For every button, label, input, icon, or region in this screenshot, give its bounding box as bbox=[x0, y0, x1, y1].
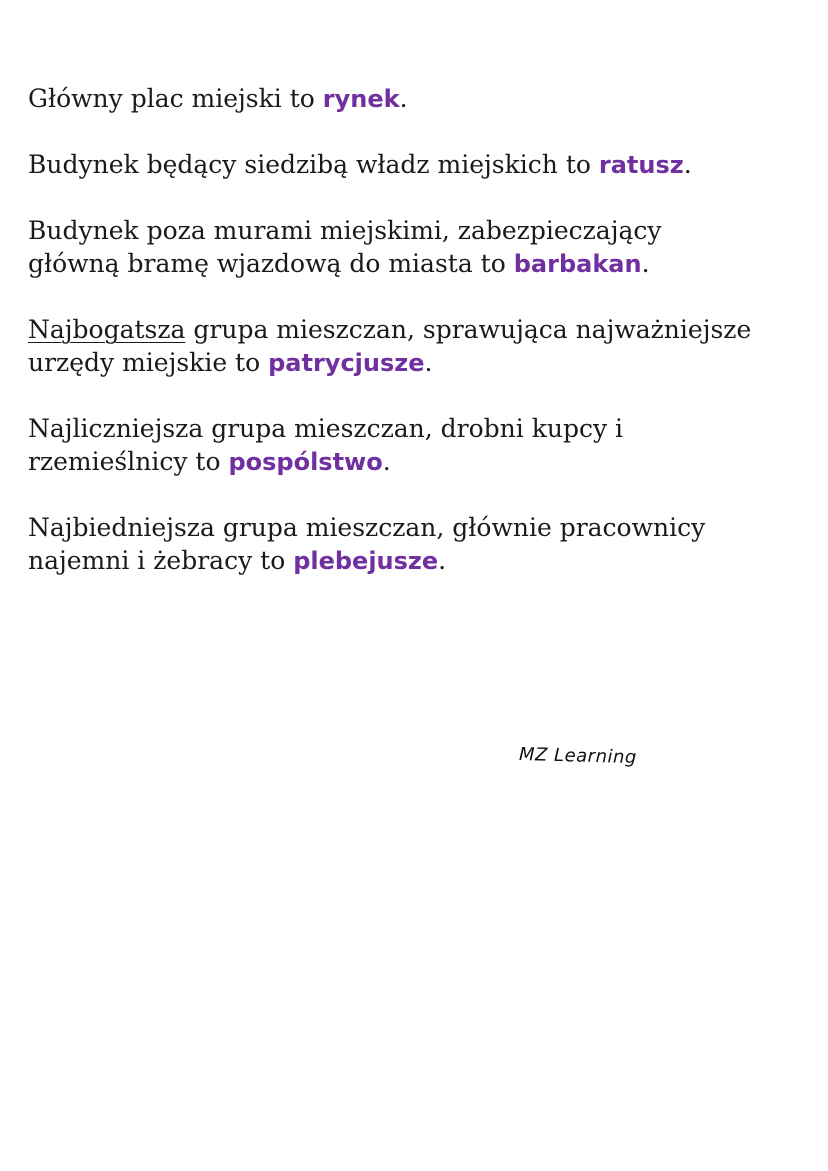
text-line bbox=[28, 346, 818, 380]
paragraph-rynek bbox=[28, 82, 818, 116]
line-text: rzemieślnicy to bbox=[28, 447, 229, 476]
text-line bbox=[28, 148, 818, 182]
line-text: Najbiedniejsza grupa mieszczan, głównie pracownicy bbox=[28, 513, 706, 542]
term-highlight: ratusz bbox=[598, 151, 684, 179]
line-end: . bbox=[382, 447, 391, 476]
text-line bbox=[28, 544, 818, 578]
line-end: . bbox=[424, 348, 433, 377]
signature: MZ Learning bbox=[518, 744, 638, 769]
paragraph-patrycjusze bbox=[28, 313, 818, 380]
line-end: . bbox=[399, 84, 408, 113]
underlined-word: Najbogatsza bbox=[28, 315, 186, 344]
paragraph-pospolstwo bbox=[28, 412, 818, 479]
text-line bbox=[28, 214, 818, 247]
line-text: główną bramę wjazdową do miasta to bbox=[28, 249, 514, 278]
line-text: Najliczniejsza grupa mieszczan, drobni kupcy i bbox=[28, 414, 624, 443]
text-line bbox=[28, 82, 818, 116]
term-highlight: rynek bbox=[322, 85, 400, 113]
line-text: Główny plac miejski to bbox=[28, 84, 323, 113]
paragraph-ratusz bbox=[28, 148, 818, 182]
paragraph-plebejusze bbox=[28, 511, 818, 578]
line-text: urzędy miejskie to bbox=[28, 348, 269, 377]
line-text: grupa mieszczan, sprawująca najważniejsze bbox=[185, 315, 752, 344]
text-line bbox=[28, 511, 818, 544]
paragraph-barbakan bbox=[28, 214, 818, 281]
term-highlight: plebejusze bbox=[293, 547, 439, 575]
text-line bbox=[28, 313, 818, 346]
line-text: Budynek będący siedzibą władz miejskich to bbox=[28, 150, 599, 179]
text-line bbox=[28, 412, 818, 445]
line-end: . bbox=[438, 546, 447, 575]
line-text: najemni i żebracy to bbox=[28, 546, 294, 575]
line-end: . bbox=[641, 249, 650, 278]
document-body bbox=[28, 82, 818, 610]
line-text: Budynek poza murami miejskimi, zabezpieczający bbox=[28, 216, 662, 245]
term-highlight: pospólstwo bbox=[228, 448, 383, 476]
term-highlight: patrycjusze bbox=[268, 349, 425, 377]
term-highlight: barbakan bbox=[513, 250, 642, 278]
text-line bbox=[28, 247, 818, 281]
line-end: . bbox=[683, 150, 692, 179]
text-line bbox=[28, 445, 818, 479]
